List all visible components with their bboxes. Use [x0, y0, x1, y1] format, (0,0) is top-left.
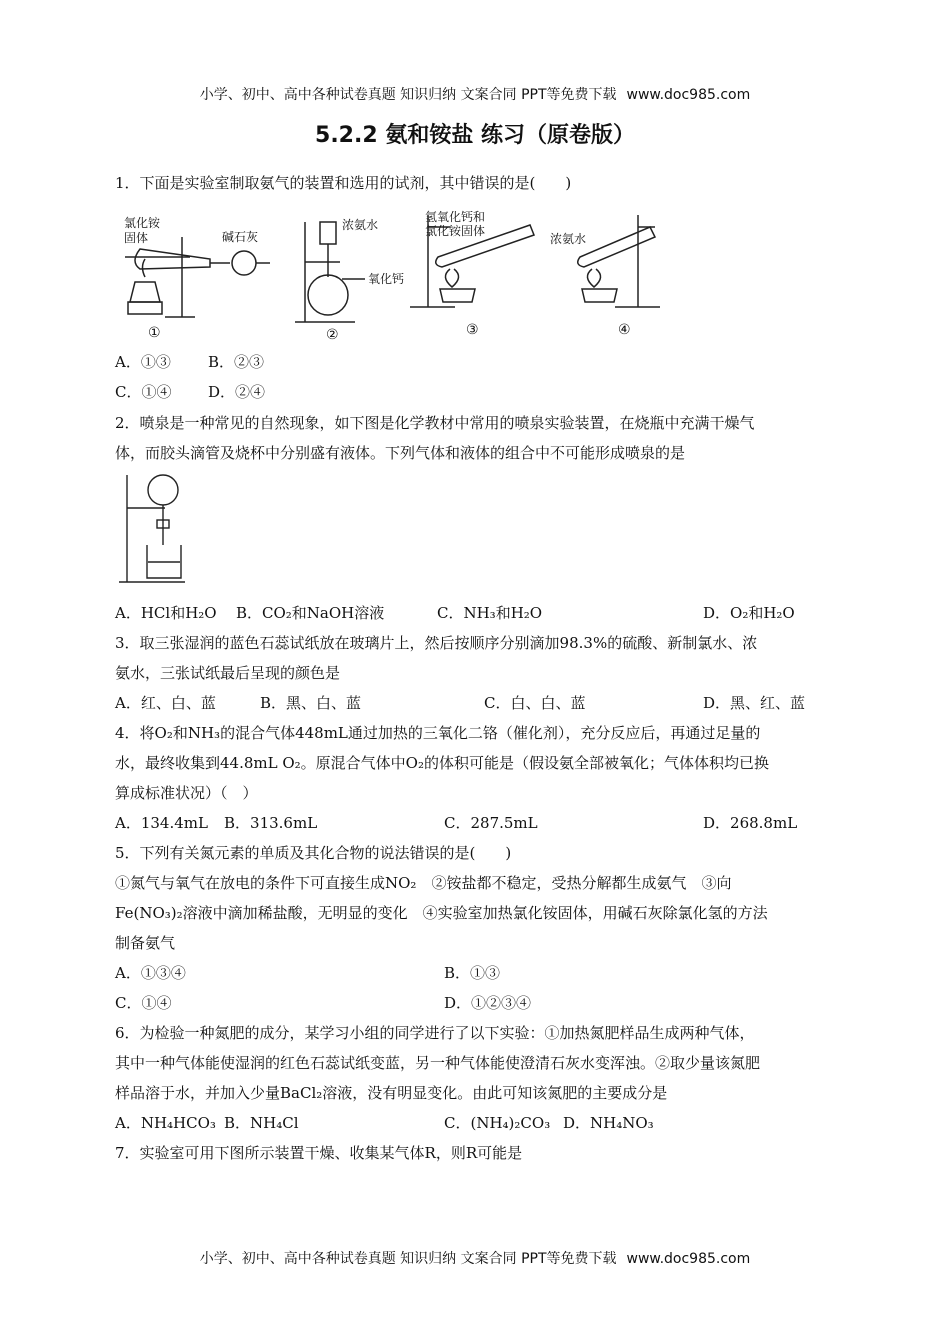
q5-stem-line-1: 5．下列有关氮元素的单质及其化合物的说法错误的是( )	[115, 844, 512, 862]
q5-stem-line-3: Fe(NO₃)₂溶液中滴加稀盐酸，无明显的变化 ④实验室加热氯化铵固体，用碱石灰除氯化氢的方法	[115, 904, 768, 922]
q1-label-7: 浓氨水	[550, 232, 587, 246]
q2-figure	[115, 470, 195, 590]
q1-option-d[interactable]: D．②④	[208, 383, 266, 401]
q1-num-3: ④	[618, 322, 631, 338]
q3-option-c[interactable]: C．白、白、蓝	[484, 694, 586, 712]
q6-option-b[interactable]: B．NH₄Cl	[224, 1114, 299, 1132]
header-text: 小学、初中、高中各种试卷真题 知识归纳 文案合同 PPT等免费下载	[199, 87, 617, 103]
q6-option-a[interactable]: A．NH₄HCO₃	[115, 1114, 216, 1132]
q1-label-5: 氢氧化钙和	[425, 210, 486, 224]
page-header	[0, 84, 950, 104]
page-footer	[0, 1248, 950, 1268]
q7-stem: 7．实验室可用下图所示装置干燥、收集某气体R，则R可能是	[115, 1144, 523, 1162]
q6-stem-line-2: 其中一种气体能使湿润的红色石蕊试纸变蓝，另一种气体能使澄清石灰水变浑浊。②取少量该氮肥	[115, 1054, 761, 1072]
q1-figure	[110, 207, 670, 342]
q4-stem-line-2: 水，最终收集到44.8mL O₂。原混合气体中O₂的体积可能是（假设氨全部被氧化；气体体积均已换	[115, 754, 769, 772]
q1-num-0: ①	[148, 325, 161, 341]
q1-label-6: 氯化铵固体	[425, 224, 486, 238]
q1-label-2: 碱石灰	[222, 230, 259, 244]
q3-stem-line-1: 3．取三张湿润的蓝色石蕊试纸放在玻璃片上，然后按顺序分别滴加98.3%的硫酸、新制氯水、浓	[115, 634, 758, 652]
q1-option-a[interactable]: A．①③	[115, 353, 171, 371]
q2-option-d[interactable]: D．O₂和H₂O	[703, 604, 795, 622]
q6-stem-line-3: 样品溶于水，并加入少量BaCl₂溶液，没有明显变化。由此可知该氮肥的主要成分是	[115, 1084, 668, 1102]
q4-stem-line-1: 4．将O₂和NH₃的混合气体448mL通过加热的三氧化二铬（催化剂），充分反应后，再通过足量的	[115, 724, 761, 742]
q1-num-1: ②	[326, 327, 339, 342]
q3-option-b[interactable]: B．黑、白、蓝	[260, 694, 362, 712]
q1-label-4: 氧化钙	[368, 272, 405, 286]
q1-stem: 1．下面是实验室制取氨气的装置和选用的试剂，其中错误的是( )	[115, 174, 572, 192]
q1-label-3: 浓氨水	[342, 218, 379, 232]
q5-option-c[interactable]: C．①④	[115, 994, 172, 1012]
q6-stem-line-1: 6．为检验一种氮肥的成分，某学习小组的同学进行了以下实验：①加热氮肥样品生成两种气体，	[115, 1024, 755, 1042]
q1-option-c[interactable]: C．①④	[115, 383, 172, 401]
q4-stem-line-3: 算成标准状况）（ ）	[115, 784, 258, 802]
q1-label-1: 固体	[124, 231, 149, 245]
q5-stem-line-2: ①氮气与氧气在放电的条件下可直接生成NO₂ ②铵盐都不稳定，受热分解都生成氨气 ③向	[115, 874, 732, 892]
q2-option-b[interactable]: B．CO₂和NaOH溶液	[236, 604, 385, 622]
footer-site[interactable]: www.doc985.com	[626, 1251, 751, 1267]
q3-option-d[interactable]: D．黑、红、蓝	[703, 694, 806, 712]
q2-option-c[interactable]: C．NH₃和H₂O	[437, 604, 543, 622]
q5-option-a[interactable]: A．①③④	[115, 964, 186, 982]
q3-stem-line-2: 氨水，三张试纸最后呈现的颜色是	[115, 664, 341, 682]
q2-option-a[interactable]: A．HCl和H₂O	[115, 604, 217, 622]
q6-option-c[interactable]: C．(NH₄)₂CO₃	[444, 1114, 551, 1132]
q1-option-b[interactable]: B．②③	[208, 353, 265, 371]
q4-option-c[interactable]: C．287.5mL	[444, 814, 538, 832]
q2-stem-line-2: 体，而胶头滴管及烧杯中分别盛有液体。下列气体和液体的组合中不可能形成喷泉的是	[115, 444, 686, 462]
q5-option-d[interactable]: D．①②③④	[444, 994, 532, 1012]
q4-option-d[interactable]: D．268.8mL	[703, 814, 798, 832]
q5-stem-line-4: 制备氨气	[115, 934, 176, 952]
q1-label-0: 氯化铵	[124, 216, 161, 230]
page-title: 5.2.2 氨和铵盐 练习（原卷版）	[315, 123, 635, 148]
q5-option-b[interactable]: B．①③	[444, 964, 501, 982]
q4-option-b[interactable]: B．313.6mL	[224, 814, 318, 832]
footer-text: 小学、初中、高中各种试卷真题 知识归纳 文案合同 PPT等免费下载	[199, 1251, 617, 1267]
header-site[interactable]: www.doc985.com	[626, 87, 751, 103]
q3-option-a[interactable]: A．红、白、蓝	[115, 694, 216, 712]
q4-option-a[interactable]: A．134.4mL	[115, 814, 208, 832]
q6-option-d[interactable]: D．NH₄NO₃	[563, 1114, 654, 1132]
q1-num-2: ③	[466, 322, 479, 338]
q2-stem-line-1: 2．喷泉是一种常见的自然现象，如下图是化学教材中常用的喷泉实验装置，在烧瓶中充满干燥气	[115, 414, 755, 432]
